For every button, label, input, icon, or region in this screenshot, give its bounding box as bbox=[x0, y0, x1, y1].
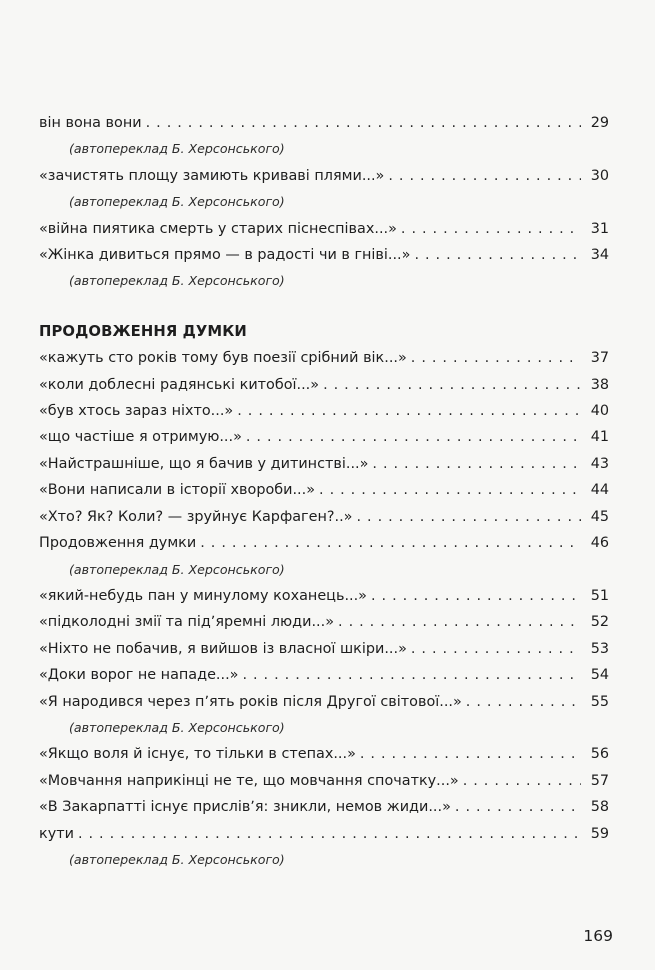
toc-entry-title: «Ніхто не побачив, я вийшов із власної шкіри...» bbox=[39, 640, 407, 657]
toc-entry-page: 54 bbox=[590, 667, 609, 684]
dot-leader bbox=[238, 662, 581, 688]
toc-entry-page: 46 bbox=[590, 535, 609, 552]
dot-leader bbox=[462, 689, 581, 715]
toc-entry-title: «Вони написали в історії хвороби...» bbox=[39, 482, 316, 499]
dot-leader bbox=[352, 504, 581, 530]
toc-entry-page: 52 bbox=[590, 614, 609, 631]
toc-entry-page: 57 bbox=[590, 772, 609, 789]
toc-entry bbox=[39, 372, 609, 398]
toc-entry-title: «Мовчання наприкінці не те, що мовчання спочатку...» bbox=[39, 772, 459, 789]
toc-entry bbox=[39, 477, 609, 503]
toc-entry-title: «Якщо воля й існує, то тільки в степах...» bbox=[39, 746, 356, 763]
toc-top-list bbox=[39, 110, 609, 295]
translation-note: (автопереклад Б. Херсонського) bbox=[69, 273, 285, 289]
dot-leader bbox=[142, 110, 581, 136]
toc-entry-page: 43 bbox=[590, 455, 609, 472]
dot-leader bbox=[315, 477, 581, 503]
table-of-contents bbox=[39, 110, 609, 873]
dot-leader bbox=[242, 424, 581, 450]
toc-entry bbox=[39, 163, 609, 189]
toc-entry-title: «зачистять площу замиють криваві плями...» bbox=[39, 167, 385, 184]
toc-entry bbox=[39, 110, 609, 136]
toc-entry-page: 31 bbox=[590, 220, 609, 237]
toc-entry-title: «війна пиятика смерть у старих піснеспівах...» bbox=[39, 220, 397, 237]
toc-entry-page: 44 bbox=[590, 482, 609, 499]
toc-entry-page: 45 bbox=[590, 508, 609, 525]
translation-note: (автопереклад Б. Херсонського) bbox=[69, 194, 285, 210]
dot-leader bbox=[233, 398, 581, 424]
toc-entry-title: «що частіше я отримую...» bbox=[39, 429, 242, 446]
toc-entry-title: Продовження думки bbox=[39, 535, 197, 552]
page-number: 169 bbox=[583, 927, 613, 945]
toc-entry-title: «Найстрашніше, що я бачив у дитинстві...» bbox=[39, 455, 369, 472]
toc-entry bbox=[39, 242, 609, 268]
dot-leader bbox=[397, 216, 581, 242]
toc-entry bbox=[39, 583, 609, 609]
toc-entry bbox=[39, 345, 609, 371]
toc-entry-page: 38 bbox=[590, 376, 609, 393]
toc-entry-title: кути bbox=[39, 825, 74, 842]
toc-entry-title: «В Закарпатті існує прислівʼя: зникли, немов жиди...» bbox=[39, 799, 451, 816]
toc-entry-title: «коли доблесні радянські китобої...» bbox=[39, 376, 320, 393]
dot-leader bbox=[196, 530, 581, 556]
toc-entry-page: 56 bbox=[590, 746, 609, 763]
toc-entry bbox=[39, 424, 609, 450]
toc-entry-title: «Жінка дивиться прямо — в радості чи в гніві...» bbox=[39, 247, 411, 264]
dot-leader bbox=[407, 345, 581, 371]
toc-entry-title: «підколодні змії та підʼяремні люди...» bbox=[39, 614, 335, 631]
toc-entry-title: «Я народився через пʼять років після Другої світової...» bbox=[39, 693, 462, 710]
toc-section-list bbox=[39, 345, 609, 873]
translation-note: (автопереклад Б. Херсонського) bbox=[69, 561, 285, 577]
dot-leader bbox=[407, 636, 581, 662]
toc-entry-page: 58 bbox=[590, 799, 609, 816]
toc-entry-page: 37 bbox=[590, 350, 609, 367]
dot-leader bbox=[368, 451, 581, 477]
toc-entry-page: 55 bbox=[590, 693, 609, 710]
dot-leader bbox=[451, 794, 581, 820]
toc-entry-page: 34 bbox=[590, 247, 609, 264]
dot-leader bbox=[410, 242, 581, 268]
dot-leader bbox=[334, 609, 581, 635]
translation-note: (автопереклад Б. Херсонського) bbox=[69, 141, 285, 157]
dot-leader bbox=[459, 768, 581, 794]
toc-entry-page: 40 bbox=[590, 403, 609, 420]
toc-entry bbox=[39, 768, 609, 794]
dot-leader bbox=[384, 163, 581, 189]
translation-note: (автопереклад Б. Херсонського) bbox=[69, 719, 285, 735]
toc-entry-page: 53 bbox=[590, 640, 609, 657]
toc-entry-title: «Доки ворог не нападе...» bbox=[39, 667, 239, 684]
toc-entry-title: він вона вони bbox=[39, 115, 142, 131]
toc-entry-title: «Хто? Як? Коли? — зруйнує Карфаген?..» bbox=[39, 508, 353, 525]
toc-entry bbox=[39, 530, 609, 556]
section-heading: ПРОДОВЖЕННЯ ДУМКИ bbox=[39, 322, 247, 340]
dot-leader bbox=[356, 741, 581, 767]
toc-entry-page: 59 bbox=[590, 825, 609, 842]
toc-entry bbox=[39, 741, 609, 767]
toc-entry-page: 29 bbox=[590, 115, 609, 131]
toc-entry bbox=[39, 451, 609, 477]
toc-entry bbox=[39, 609, 609, 635]
toc-entry-title: «кажуть сто років тому був поезії срібний вік...» bbox=[39, 350, 407, 367]
dot-leader bbox=[319, 372, 581, 398]
toc-entry-title: «був хтось зараз ніхто...» bbox=[39, 403, 234, 420]
dot-leader bbox=[367, 583, 581, 609]
toc-entry bbox=[39, 216, 609, 242]
toc-entry bbox=[39, 662, 609, 688]
translation-note: (автопереклад Б. Херсонського) bbox=[69, 851, 285, 867]
toc-entry bbox=[39, 689, 609, 715]
toc-entry bbox=[39, 794, 609, 820]
toc-entry-title: «який-небудь пан у минулому коханець...» bbox=[39, 587, 367, 604]
dot-leader bbox=[74, 821, 581, 847]
toc-entry bbox=[39, 636, 609, 662]
toc-entry bbox=[39, 398, 609, 424]
toc-entry-page: 41 bbox=[590, 429, 609, 446]
toc-entry-page: 30 bbox=[590, 167, 609, 184]
toc-entry bbox=[39, 821, 609, 847]
toc-entry bbox=[39, 504, 609, 530]
toc-entry-page: 51 bbox=[590, 587, 609, 604]
